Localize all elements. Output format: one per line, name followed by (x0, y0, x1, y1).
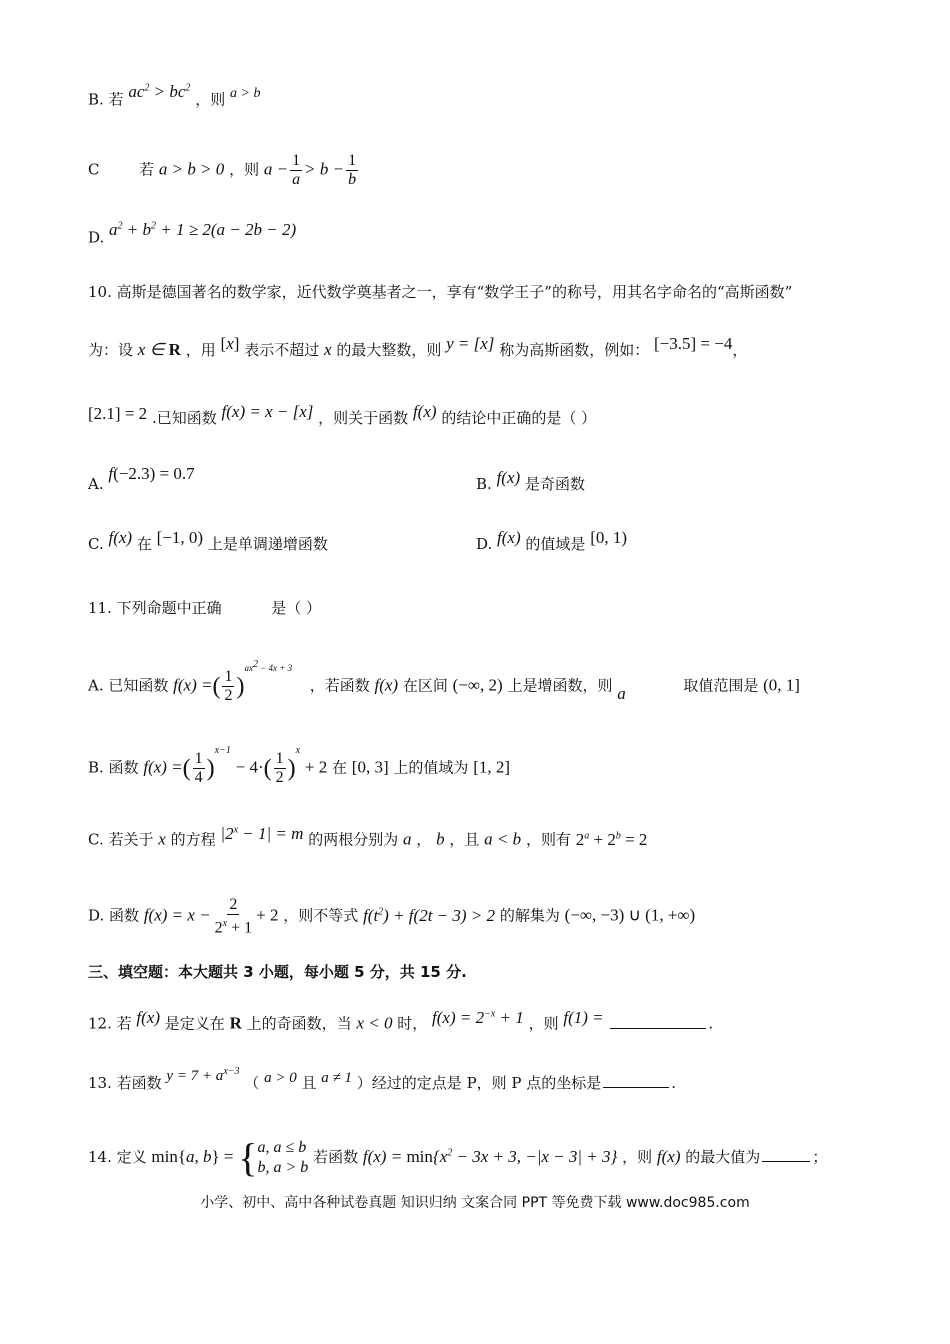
q10-stem-line3: [2.1] = 2 .已知函数 f(x) = x − [x] ，则关于函数 f(x) 的结论中正确的是（ ） (88, 402, 597, 427)
q10-option-c: C. f(x) 在 [−1, 0) 上是单调递增函数 (88, 528, 328, 553)
page-footer: 小学、初中、高中各种试卷真题 知识归纳 文案合同 PPT 等免费下载 www.doc985.com (200, 1195, 750, 1211)
q9-option-c: C 若 a > b > 0 ，则 a − $\frac{1}{a}$ > b − $\frac{1}{b}$ (88, 152, 357, 188)
q12-answer-blank[interactable] (610, 1014, 706, 1029)
q13: 13. 若函数 $y = 7 + a^{x-3}$ （ a > 0 且 a ≠ 1 ）经过的定点是 P，则 P 点的坐标是 . (88, 1066, 677, 1092)
section-3-heading: 三、填空题：本大题共 3 小题，每小题 5 分，共 15 分. (88, 963, 467, 981)
q14-answer-blank[interactable] (762, 1147, 810, 1162)
q10-option-a: A. f(−2.3) = 0.7 (88, 464, 195, 493)
q9-option-d: D. $a^2 + b^2 + 1 \ge 2(a - 2b - 2)$ (88, 219, 297, 247)
q10-option-d: D. f(x) 的值域是 [0, 1) (476, 528, 628, 553)
q11-option-a: A. 已知函数 f(x) =( $\frac{1}{2}$ )$^{ax^2 - 4x + 3}$ ，若函数 f(x) 在区间 (−∞, 2) 上是增函数，则 a 取值范围是 (0, 1] (88, 658, 800, 704)
q9-option-b: B. 若 $ac^2 > bc^2$ ，则 a > b (88, 81, 261, 109)
q11-option-d: D. 函数 f(x) = x − $\frac{2}{2^x + 1}$ + 2 ，则不等式 $f(t^2) + f(2t - 3) > 2$ 的解集为 (−∞, −3) ∪ (1, +∞) (88, 896, 696, 937)
q10-stem-line1: 10. 高斯是德国著名的数学家，近代数学奠基者之一，享有“数学王子”的称号，用其名字命名的“高斯函数” (88, 283, 793, 301)
q11-option-c: C. 若关于 x 的方程 $|2^x - 1| = m$ 的两根分别为 a ， b ，且 a < b ，则有 $2^a + 2^b = 2$ (88, 823, 648, 849)
q11-stem: 11. 下列命题中正确 是（ ） (88, 599, 321, 617)
q11-option-b: B. 函数 f(x) =( $\frac{1}{4}$ )$^{x-1}$ − 4·( $\frac{1}{2}$ )$^x$ + 2 在 [0, 3] 上的值域为 [1, 2] (88, 744, 511, 786)
q10-option-b: B. f(x) 是奇函数 (476, 468, 585, 493)
q13-answer-blank[interactable] (603, 1073, 669, 1088)
q12: 12. 若 f(x) 是定义在 R 上的奇函数，当 x < 0 时， $f(x) = 2^{-x} + 1$ ，则 f(1) = . (88, 1007, 714, 1033)
q14: 14. 定义 min{a, b} = { a, a ≤ b b, a > b 若函数 $f(x) = \min\{x^2 - 3x + 3$, −|x − 3| + 3} ，则 f(x) 的最大值为 ； (88, 1135, 828, 1180)
q10-stem-line2: 为：设 x ∈ R ，用 [x] 表示不超过 x 的最大整数，则 y = [x] 称为高斯函数，例如： [−3.5] = −4， (88, 334, 748, 359)
